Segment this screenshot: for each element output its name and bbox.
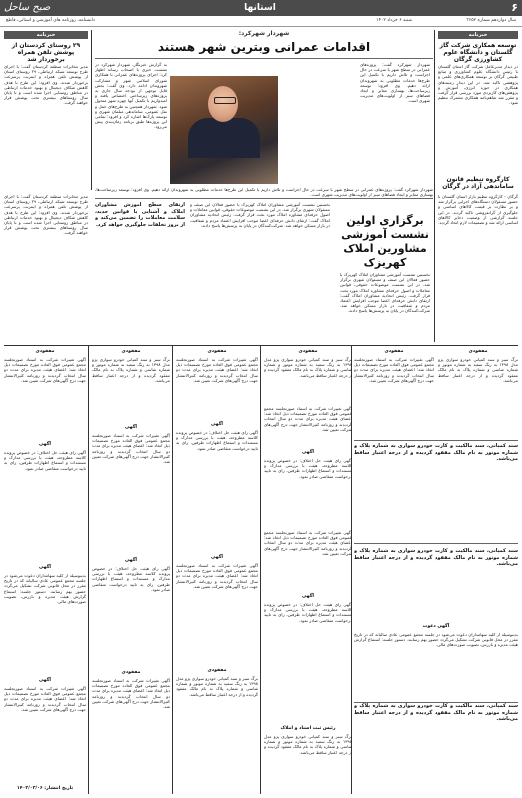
- right-body-1: در دیدار مدیرعامل شرکت گاز استان گلستان با رئیس دانشگاه علوم کشاورزی و منابع طبیعی گرگان بر توسعه همکاری‌های علمی و پژوهشی تاکید شد. در این دیدار زمینه‌های همکاری در حوزه انرژی، آموزش و پژوهش‌های کاربردی مورد بررسی قرار گرفت و مقرر شد تفاهم‌نامه همکاری مشترک تنظیم شود.: [438, 64, 518, 106]
- ad-label: آگهی: [125, 558, 137, 563]
- ad-label: مفقودی: [207, 668, 227, 673]
- photo-figure-suit: [188, 118, 260, 158]
- left-column-label: خبرنامه: [4, 31, 88, 39]
- left-body: مدیر مخابرات منطقه کردستان گفت: با اجرای طرح توسعه شبکه ارتباطی، ۲۹ روستای استان از پوشش تلفن همراه و اینترنت پرسرعت برخوردار شدند. وی افزود: این طرح با هدف کاهش شکاف دیجیتال و بهبود خدمات ارتباطی در مناطق روستایی اجرا شده است و تا پایان سال روستاهای بیشتری تحت پوشش قرار خواهند گرفت.: [4, 64, 88, 106]
- ad-label: مفقودی: [468, 349, 488, 354]
- issue-date: شنبه ۶ خرداد ۱۴۰۲: [376, 18, 412, 23]
- ad-text: آگهی تغییرات شرکت به استناد صورتجلسه مجمع عمومی فوق العاده مورخ تصمیمات ذیل اتخاذ شد: اعضای هیئت مدیره برای مدت دو سال انتخاب گردیدند و روزنامه کثیرالانتشار جهت درج آگهی‌های شرکت تعیین شد.: [264, 530, 352, 556]
- ad-text: آگهی تغییرات شرکت به استناد صورتجلسه مجمع عمومی فوق العاده مورخ تصمیمات ذیل اتخاذ شد: اعضای هیئت مدیره برای مدت دو سال انتخاب گردیدند و روزنامه کثیرالانتشار جهت درج آگهی‌های شرکت تعیین شد.: [354, 357, 434, 383]
- ad-text: برگ سبز و سند کمپانی خودرو سواری پژو مدل ۱۳۹۸ به رنگ سفید به شماره موتور و شماره شاسی و شماره پلاک به نام مالک مفقود گردیده و از درجه اعتبار ساقط می‌باشد.: [264, 357, 352, 378]
- ad-text: برگ سبز و سند کمپانی خودرو سواری پژو مدل ۱۳۹۸ به رنگ سفید به شماره موتور و شماره شاسی و شماره پلاک به نام مالک مفقود گردیده و از درجه اعتبار ساقط می‌باشد.: [264, 734, 352, 755]
- left-body-continued: مدیر مخابرات منطقه کردستان گفت: با اجرای طرح توسعه شبکه ارتباطی، ۲۹ روستای استان از پوشش تلفن همراه و اینترنت پرسرعت برخوردار شدند. وی افزود: این طرح با هدف کاهش شکاف دیجیتال و بهبود خدمات ارتباطی در مناطق روستایی اجرا شده است و تا پایان سال روستاهای بیشتری تحت پوشش قرار خواهند گرفت.: [4, 194, 88, 236]
- ad-label: آگهی: [211, 555, 223, 560]
- second-body-mid: نخستین نشست آموزشی مشاوران املاک کهریزک با حضور فعالان این صنف و مسئولان شهری برگزار شد. در این نشست موضوعات حقوقی، قوانین معاملات و اصول حرفه‌ای مشاوره املاک مورد بحث قرار گرفت. رئیس اتحادیه مشاوران املاک گفت: ارتقای دانش حرفه‌ای اعضا موجب افزایش اعتماد مردم و شفافیت در بازار مسکن خواهد شد. شرکت‌کنندگان در پایان به پرسش‌ها پاسخ دادند.: [190, 202, 330, 228]
- ads-column-rule: [88, 346, 89, 794]
- ad-label: آگهی: [39, 565, 51, 570]
- ad-text: آگهی رای هیئت حل اختلاف: در خصوص پرونده کلاسه مطروحه، هیئت با بررسی مدارک و مستندات و استماع اظهارات طرفین، رای به تایید درخواست متقاضی صادر نمود.: [264, 458, 352, 479]
- section-rule: [95, 198, 433, 199]
- ad-label: مفقودی: [35, 349, 55, 354]
- right-headline-1: توسعه همکاری شرکت گاز گلستان و دانشگاه علوم کشاورزی گرگان: [439, 42, 517, 63]
- main-body-col-2: شهردار شهرکرد گفت: پروژه‌های عمرانی در سطح شهر با سرعت در حال اجراست و تلاش داریم با تکمیل این طرح‌ها خدمات مطلوبی به شهروندان ارائه دهیم. وی افزود: توسعه زیرساخت‌ها، بهسازی معابر و ایجاد فضاهای سبز از اولویت‌های مدیریت شهری است.: [95, 187, 433, 197]
- ad-date-line: تاریخ انتشار: ۱۴۰۲/۰۳/۰۶: [16, 786, 74, 791]
- ad-label: مفقودی: [121, 670, 141, 675]
- ad-text: آگهی تغییرات شرکت به استناد صورتجلسه مجمع عمومی فوق العاده مورخ تصمیمات ذیل اتخاذ شد: اعضای هیئت مدیره برای مدت دو سال انتخاب گردیدند و روزنامه کثیرالانتشار جهت درج آگهی‌های شرکت تعیین شد.: [4, 686, 86, 712]
- photo-figure-glasses: [214, 97, 236, 104]
- ad-text: آگهی رای هیئت حل اختلاف: در خصوص پرونده کلاسه مطروحه، هیئت با بررسی مدارک و مستندات و استماع اظهارات طرفین، رای به تایید درخواست متقاضی صادر نمود.: [92, 566, 170, 592]
- ad-text: آگهی تغییرات شرکت به استناد صورتجلسه مجمع عمومی فوق العاده مورخ تصمیمات ذیل اتخاذ شد: اعضای هیئت مدیره برای مدت دو سال انتخاب گردیدند و روزنامه کثیرالانتشار جهت درج آگهی‌های شرکت تعیین شد.: [176, 357, 258, 383]
- headline-rule: [95, 58, 433, 59]
- second-quote: ارتقای سطح آموزش مشاوران املاک و آشنایی با قوانین جدید، سلامت معاملات را تضمین می‌کند و از بروز تخلفات جلوگیری خواهد کرد.: [95, 202, 185, 228]
- ad-text: آگهی تغییرات شرکت به استناد صورتجلسه مجمع عمومی فوق العاده مورخ تصمیمات ذیل اتخاذ شد: اعضای هیئت مدیره برای مدت دو سال انتخاب گردیدند و روزنامه کثیرالانتشار جهت درج آگهی‌های شرکت تعیین شد.: [264, 406, 352, 432]
- ad-text: آگهی تغییرات شرکت به استناد صورتجلسه مجمع عمومی فوق العاده مورخ تصمیمات ذیل اتخاذ شد: اعضای هیئت مدیره برای مدت دو سال انتخاب گردیدند و روزنامه کثیرالانتشار جهت درج آگهی‌های شرکت تعیین شد.: [92, 678, 170, 710]
- second-body-right: نخستین نشست آموزشی مشاوران املاک کهریزک با حضور فعالان این صنف و مسئولان شهری برگزار شد. در این نشست موضوعات حقوقی، قوانین معاملات و اصول حرفه‌ای مشاوره املاک مورد بحث قرار گرفت. رئیس اتحادیه مشاوران املاک گفت: ارتقای دانش حرفه‌ای اعضا موجب افزایش اعتماد مردم و شفافیت در بازار مسکن خواهد شد. شرکت‌کنندگان در پایان به پرسش‌ها پاسخ دادند.: [340, 272, 430, 314]
- newspaper-logo: صبح ساحل: [4, 2, 51, 13]
- sub-header: [0, 16, 522, 27]
- ad-label: آگهی: [39, 442, 51, 447]
- ad-text: آگهی تغییرات شرکت به استناد صورتجلسه مجمع عمومی فوق العاده مورخ تصمیمات ذیل اتخاذ شد: اعضای هیئت مدیره برای مدت دو سال انتخاب گردیدند و روزنامه کثیرالانتشار جهت درج آگهی‌های شرکت تعیین شد.: [176, 563, 258, 589]
- right-body-2: گرگان - کارگروه تنظیم بازار استان گلستان با حضور مسئولان دستگاه‌های اجرایی برگزار شد و بر نظارت بر قیمت کالاهای اساسی و جلوگیری از گرانفروشی تاکید گردید. در این جلسه گزارشی از وضعیت ذخایر کالاهای اساسی ارائه شد و تصمیمات لازم اتخاذ گردید.: [438, 194, 518, 226]
- ad-bold-notice: سند کمپانی، سند مالکیت و کارت خودرو سواری به شماره پلاک و شماره موتور به نام مالک مفقود گردیده و از درجه اعتبار ساقط می‌باشد.: [354, 440, 518, 544]
- ad-invite-text: بدینوسیله از کلیه سهامداران دعوت می‌شود در جلسه مجمع عمومی عادی سالیانه که در تاریخ مقرر در محل قانونی شرکت تشکیل می‌گردد حضور بهم رسانند. دستور جلسه: استماع گزارش هیئت مدیره و بازرس، تصویب صورت‌های مالی.: [354, 632, 518, 648]
- tagline: دانشنامه، روزنامه هاي آموزشي و استاني، قاطع: [6, 18, 95, 23]
- ad-label: آگهی: [302, 450, 314, 455]
- issue-info: سال دوازدهم شماره ۳۶۵۲: [466, 18, 516, 23]
- ad-bold-notice-2: سند کمپانی، سند مالکیت و کارت خودرو سواری به شماره پلاک و شماره موتور به نام مالک مفقود گردیده و از درجه اعتبار ساقط می‌باشد.: [354, 548, 518, 567]
- ads-column-rule: [172, 346, 173, 794]
- ad-text: برگ سبز و سند کمپانی خودرو سواری پژو مدل ۱۳۹۸ به رنگ سفید به شماره موتور و شماره شاسی و شماره پلاک به نام مالک مفقود گردیده و از درجه اعتبار ساقط می‌باشد.: [176, 676, 258, 697]
- ads-column-rule: [260, 346, 261, 794]
- ad-label: مفقودی: [384, 349, 404, 354]
- ad-label: آگهی: [125, 425, 137, 430]
- ad-bold-notice-3: سند کمپانی، سند مالکیت و کارت خودرو سواری به شماره پلاک و شماره موتور به نام مالک مفقود گردیده و از درجه اعتبار ساقط می‌باشد.: [354, 702, 518, 795]
- left-headline: ۲۹ روستای کردستان از پوشش تلفن همراه برخوردار شد: [11, 42, 81, 63]
- section-title: استانها: [244, 3, 276, 13]
- right-headline-2: کارگروه تنظیم قانون ساماندهی آزاد در گرگان: [442, 176, 514, 190]
- ad-text: آگهی رای هیئت حل اختلاف: در خصوص پرونده کلاسه مطروحه، هیئت با بررسی مدارک و مستندات و استماع اظهارات طرفین، رای به تایید درخواست متقاضی صادر نمود.: [4, 450, 86, 471]
- ad-label: مفقودی: [121, 349, 141, 354]
- ad-text: برگ سبز و سند کمپانی خودرو سواری پژو مدل ۱۳۹۸ به رنگ سفید به شماره موتور و شماره شاسی و شماره پلاک به نام مالک مفقود گردیده و از درجه اعتبار ساقط می‌باشد.: [92, 357, 170, 383]
- second-headline: برگزاری اولین نشست آموزشی مشاورین املاک کهریزک: [341, 214, 429, 269]
- ad-label: مفقودی: [207, 349, 227, 354]
- ad-label-invite: آگهی دعوت: [422, 624, 450, 629]
- main-lead: شهردار شهرکرد گفت: پروژه‌های عمرانی در سطح شهر با سرعت در حال اجراست و تلاش داریم با تکمیل این طرح‌ها خدمات مطلوبی به شهروندان ارائه دهیم. وی افزود: توسعه زیرساخت‌ها، بهسازی معابر و ایجاد فضاهای سبز از اولویت‌های مدیریت شهری است.: [360, 62, 430, 104]
- ad-text: آگهی رای هیئت حل اختلاف: در خصوص پرونده کلاسه مطروحه، هیئت با بررسی مدارک و مستندات و استماع اظهارات طرفین، رای به تایید درخواست متقاضی صادر نمود.: [264, 602, 352, 623]
- main-body-col-1: به گزارش خبرنگار، شهردار شهرکرد در نشست خبری با اصحاب رسانه اظهار کرد: اجرای پروژه‌های عمرانی با همکاری شورای اسلامی شهر و مشارکت شهروندان ادامه دارد. وی گفت: بخش قابل توجهی از بودجه سال جاری به پروژه‌های زیرساختی اختصاص یافته و امیدواریم با تکمیل آنها چهره شهر متحول شود. شهردار همچنین به طرح‌های حمل و نقل عمومی، ساماندهی مبلمان شهری و توسعه پارک‌ها اشاره کرد و افزود: تمامی این پروژه‌ها طبق برنامه زمان‌بندی پیش می‌رود.: [95, 62, 167, 130]
- ad-text: آگهی تغییرات شرکت به استناد صورتجلسه مجمع عمومی فوق العاده مورخ تصمیمات ذیل اتخاذ شد: اعضای هیئت مدیره برای مدت دو سال انتخاب گردیدند و روزنامه کثیرالانتشار جهت درج آگهی‌های شرکت تعیین شد.: [92, 433, 170, 465]
- ad-text: بدینوسیله از کلیه سهامداران دعوت می‌شود در جلسه مجمع عمومی عادی سالیانه که در تاریخ مقرر در محل قانونی شرکت تشکیل می‌گردد حضور بهم رسانند. دستور جلسه: استماع گزارش هیئت مدیره و بازرس، تصویب صورت‌های مالی.: [4, 573, 86, 605]
- mayor-photo: [170, 76, 278, 184]
- ad-text: آگهی تغییرات شرکت به استناد صورتجلسه مجمع عمومی فوق العاده مورخ تصمیمات ذیل اتخاذ شد: اعضای هیئت مدیره برای مدت دو سال انتخاب گردیدند و روزنامه کثیرالانتشار جهت درج آگهی‌های شرکت تعیین شد.: [4, 357, 86, 383]
- ad-signature: رئیس ثبت اسناد و املاک: [280, 726, 336, 731]
- ad-label: مفقودی: [298, 349, 318, 354]
- ads-top-rule: [4, 345, 518, 346]
- ad-label: آگهی: [211, 422, 223, 427]
- main-headline: اقدامات عمرانی وبترین شهر هستند: [157, 40, 371, 54]
- ad-label: آگهی: [302, 594, 314, 599]
- photo-figure-face: [208, 86, 238, 122]
- column-rule: [434, 30, 435, 342]
- ad-text: برگ سبز و سند کمپانی خودرو سواری پژو مدل ۱۳۹۸ به رنگ سفید به شماره موتور و شماره شاسی و شماره پلاک به نام مالک مفقود گردیده و از درجه اعتبار ساقط می‌باشد.: [438, 357, 518, 383]
- column-rule: [91, 30, 92, 190]
- right-column-label: خبرنامه: [438, 31, 518, 39]
- ad-text: آگهی رای هیئت حل اختلاف: در خصوص پرونده کلاسه مطروحه، هیئت با بررسی مدارک و مستندات و استماع اظهارات طرفین، رای به تایید درخواست متقاضی صادر نمود.: [176, 430, 258, 451]
- page-number: ۶: [511, 1, 518, 14]
- main-kicker: شهردار شهرکرد:: [238, 30, 290, 37]
- ad-label: آگهی: [39, 678, 51, 683]
